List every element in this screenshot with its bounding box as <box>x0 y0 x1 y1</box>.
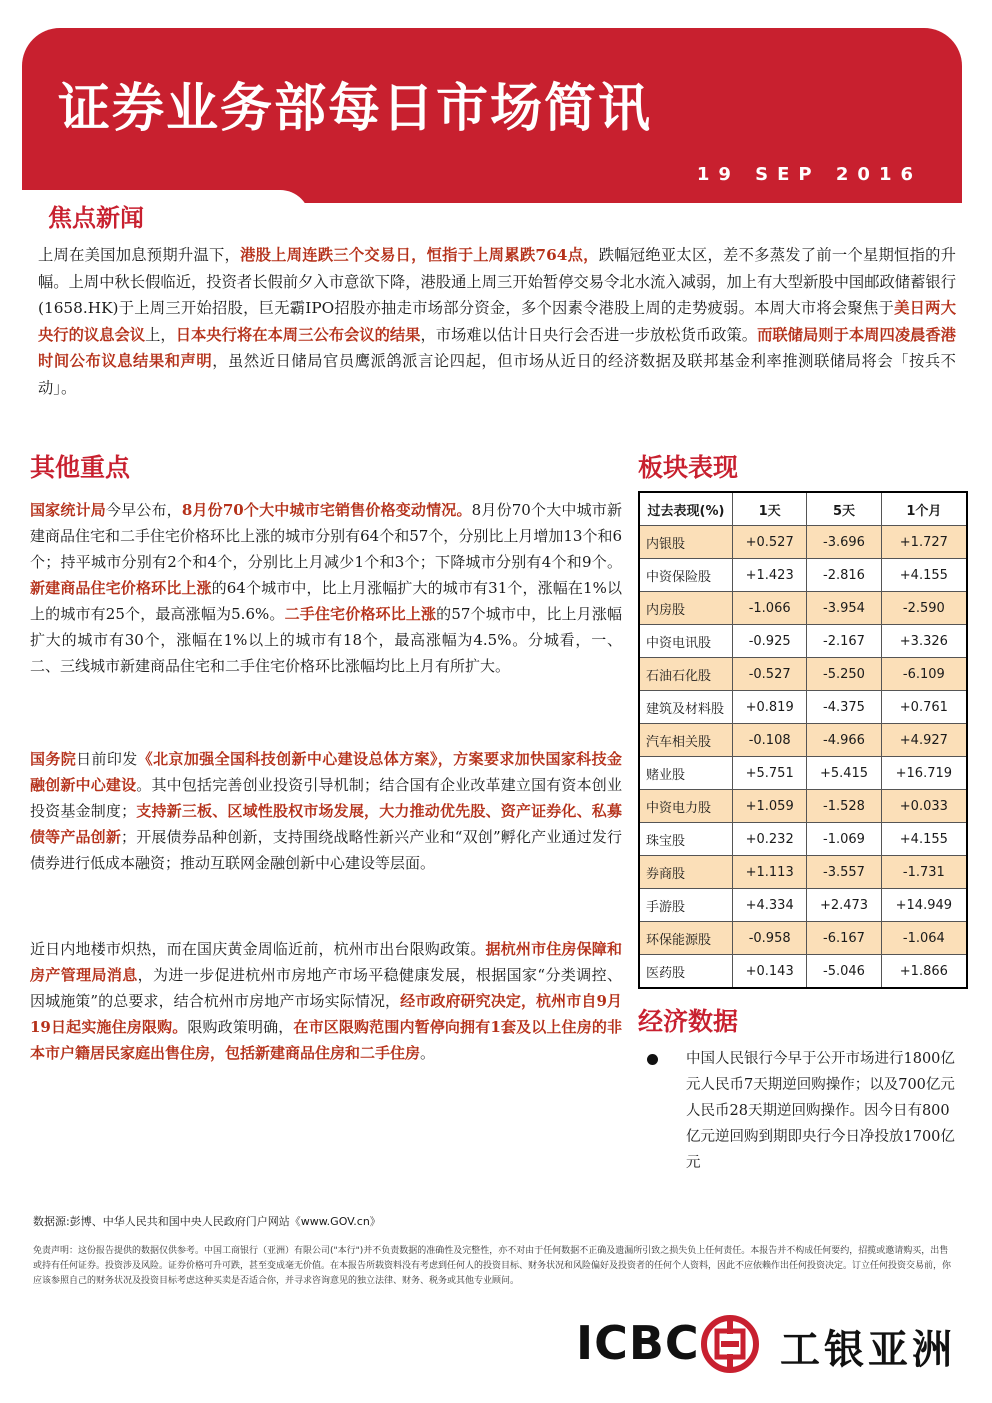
value-cell: +0.033 <box>881 790 967 823</box>
others-title: 其他重点 <box>30 453 131 482</box>
body-text: 的57个城市中，比上月涨幅扩大的城市有30个，涨幅在1%以上的城市有18个，最高涨幅为4.5%。分城看，一、二、三线城市新建商品住宅和二手住宅价格环比涨幅均比上月有所扩大。 <box>30 605 622 675</box>
highlight-text: 新建商品住宅价格环比上涨 <box>30 579 212 597</box>
value-cell: +1.727 <box>881 526 967 559</box>
highlight-text: 而联储局则于本周四凌晨香港时间公布议息结果和声明 <box>38 325 956 370</box>
highlight-text: 经市政府研究决定，杭州市自9月19日起实施住房限购。 <box>30 992 622 1036</box>
value-cell: -1.069 <box>807 823 881 856</box>
body-text: ，虽然近日储局官员鹰派鸽派言论四起，但市场从近日的经济数据及联邦基金利率推测联储局将会「按兵不动」。 <box>38 352 956 397</box>
highlight-text: 日本央行将在本周三公布会议的结果 <box>175 325 421 344</box>
value-cell: +4.155 <box>881 559 967 592</box>
sector-name-cell: 中资电力股 <box>639 790 733 823</box>
value-cell: +3.326 <box>881 625 967 658</box>
table-row <box>639 691 967 724</box>
table-row <box>639 559 967 592</box>
value-cell: +0.761 <box>881 691 967 724</box>
page-title: 证券业务部每日市场简讯 <box>58 79 653 139</box>
sector-header-row <box>639 492 967 526</box>
econ-item: 中国人民银行今早于公开市场进行1800亿元人民币7天期逆回购操作；以及700亿元人民币28天期逆回购操作。因今日有800亿元逆回购到期即央行今日净投放1700亿元 <box>686 1051 955 1171</box>
value-cell: +0.819 <box>733 691 807 724</box>
sector-name-cell: 券商股 <box>639 856 733 889</box>
value-cell: -2.816 <box>807 559 881 592</box>
highlight-text: 国务院 <box>30 750 77 768</box>
value-cell: +1.113 <box>733 856 807 889</box>
focus-tab <box>22 190 310 236</box>
value-cell: -5.250 <box>807 658 881 691</box>
highlight-text: 二手住宅价格环比上涨 <box>284 605 437 623</box>
highlight-text: 在市区限购范围内暂停向拥有1套及以上住房的非本市户籍居民家庭出售住房，包括新建商品住房和二手住房 <box>30 1018 622 1062</box>
others-paragraph-hangzhou <box>30 936 622 1066</box>
body-text: ；开展债券品种创新，支持围绕战略性新兴产业和“双创”孵化产业通过发行债券进行低成本融资；推动互联网金融创新中心建设等层面。 <box>30 828 622 872</box>
value-cell: -2.167 <box>807 625 881 658</box>
table-row <box>639 526 967 559</box>
body-text: ，市场难以估计日央行会否进一步放松货币政策。 <box>420 325 758 344</box>
table-row <box>639 658 967 691</box>
highlight-text: 8月份70个大中城市宅销售价格变动情况。 <box>181 501 472 519</box>
column-header: 过去表现(%) <box>639 492 733 526</box>
others-paragraph-state-council <box>30 746 622 876</box>
logo-text-cn: 工银亚洲 <box>780 1327 956 1373</box>
value-cell: +2.473 <box>807 889 881 922</box>
value-cell: +4.927 <box>881 724 967 757</box>
highlight-text: 支持新三板、区域性股权市场发展，大力推动优先股、资产证券化、私募债等产品创新 <box>30 802 622 846</box>
value-cell: -2.590 <box>881 592 967 625</box>
highlight-text: 国家统计局 <box>30 501 106 519</box>
icbc-emblem-icon <box>700 1314 760 1374</box>
value-cell: -4.375 <box>807 691 881 724</box>
column-header: 5天 <box>807 492 881 526</box>
logo-text-en: ICBC <box>576 1316 700 1370</box>
value-cell: -1.066 <box>733 592 807 625</box>
highlight-text: 港股上周连跌三个交易日，恒指于上周累跌764点， <box>240 246 599 264</box>
value-cell: -3.696 <box>807 526 881 559</box>
body-text: 。 <box>420 1044 436 1062</box>
sector-title: 板块表现 <box>638 453 739 482</box>
sector-name-cell: 内房股 <box>639 592 733 625</box>
value-cell: -0.527 <box>733 658 807 691</box>
value-cell: +5.751 <box>733 757 807 790</box>
data-source: 数据源:彭博、中华人民共和国中央人民政府门户网站《www.GOV.cn》 <box>33 1215 381 1228</box>
header-banner <box>22 28 962 203</box>
value-cell: +0.527 <box>733 526 807 559</box>
others-paragraph-stats <box>30 497 622 679</box>
value-cell: +4.155 <box>881 823 967 856</box>
value-cell: -1.528 <box>807 790 881 823</box>
table-row <box>639 592 967 625</box>
table-row <box>639 955 967 989</box>
body-text: 限购政策明确， <box>187 1018 294 1036</box>
value-cell: +16.719 <box>881 757 967 790</box>
table-row <box>639 856 967 889</box>
sector-name-cell: 环保能源股 <box>639 922 733 955</box>
highlight-text: 美日两大央行的议息会议 <box>38 299 956 344</box>
value-cell: -3.557 <box>807 856 881 889</box>
value-cell: +1.423 <box>733 559 807 592</box>
column-header: 1天 <box>733 492 807 526</box>
value-cell: -0.108 <box>733 724 807 757</box>
sector-table <box>638 491 968 989</box>
value-cell: +0.232 <box>733 823 807 856</box>
icbc-logo <box>576 1312 962 1378</box>
table-row <box>639 922 967 955</box>
value-cell: +5.415 <box>807 757 881 790</box>
disclaimer: 免责声明：这份报告提供的数据仅供参考。中国工商银行（亚洲）有限公司("本行")并不负责数据的准确性及完整性，亦不对由于任何数据不正确及遗漏所引致之损失负上任何责任。本报告并不构成任何要约，招揽或邀请购买，出售或持有任何证券。投资涉及风险。证券价格可升可跌，甚至变成毫无价值。在本报告所载资料没有考虑到任何人的投资目标、财务状况和风险偏好及投资者的任何个人资料，因此不应依赖作出任何投资决定。订立任何投资交易前，你应该参照自己的财务状况及投资目标考虑这种买卖是否适合你，并寻求咨询意见的独立法律、财务、税务或其他专业顾问。 <box>33 1246 952 1286</box>
sector-name-cell: 手游股 <box>639 889 733 922</box>
body-text: 上周在美国加息预期升温下， <box>38 246 241 264</box>
column-header: 1个月 <box>881 492 967 526</box>
sector-name-cell: 石油石化股 <box>639 658 733 691</box>
value-cell: -3.954 <box>807 592 881 625</box>
focus-title: 焦点新闻 <box>48 204 144 232</box>
body-text: 近日内地楼市炽热，而在国庆黄金周临近前，杭州市出台限购政策。 <box>30 940 486 958</box>
table-row <box>639 889 967 922</box>
body-text: 今早公布， <box>105 501 182 519</box>
sector-name-cell: 建筑及材料股 <box>639 691 733 724</box>
value-cell: -4.966 <box>807 724 881 757</box>
focus-body <box>38 242 956 401</box>
table-row <box>639 757 967 790</box>
value-cell: -0.958 <box>733 922 807 955</box>
table-row <box>639 790 967 823</box>
body-text: 上， <box>145 325 176 344</box>
sector-name-cell: 内银股 <box>639 526 733 559</box>
body-text: 的64个城市中，比上月涨幅扩大的城市有31个，涨幅在1%以上的城市有25个，最高涨幅为5.6%。 <box>30 579 622 623</box>
body-text: ，为进一步促进杭州市房地产市场平稳健康发展，根据国家“分类调控、因城施策”的总要求，结合杭州市房地产市场实际情况， <box>30 966 622 1010</box>
sector-name-cell: 中资保险股 <box>639 559 733 592</box>
value-cell: +1.866 <box>881 955 967 989</box>
highlight-text: 《北京加强全国科技创新中心建设总体方案》，方案要求加快国家科技金融创新中心建设 <box>30 750 622 794</box>
body-text: 8月份70个大中城市新建商品住宅和二手住宅价格环比上涨的城市分别有64个和57个，分别比上月增加13个和6个；持平城市分别有2个和4个，分别比上月减少1个和3个；下降城市分别有4个和9个。 <box>30 501 622 571</box>
body-text: 。其中包括完善创业投资引导机制；结合国有企业改革建立国有资本创业投资基金制度； <box>30 776 622 820</box>
value-cell: +1.059 <box>733 790 807 823</box>
value-cell: -5.046 <box>807 955 881 989</box>
econ-title: 经济数据 <box>638 1007 739 1036</box>
value-cell: -1.731 <box>881 856 967 889</box>
value-cell: -6.167 <box>807 922 881 955</box>
sector-name-cell: 珠宝股 <box>639 823 733 856</box>
body-text: 跌幅冠绝亚太区，差不多蒸发了前一个星期恒指的升幅。上周中秋长假临近，投资者长假前夕入市意欲下降，港股通上周三开始暂停交易令北水流入减弱，加上有大型新股中国邮政储蓄银行(1658.HK)于上周三开始招股，巨无霸IPO招股亦抽走市场部分资金，多个因素令港股上周的走势疲弱。本周大市将会聚焦于 <box>38 246 956 317</box>
bullet-icon <box>647 1054 658 1065</box>
value-cell: +14.949 <box>881 889 967 922</box>
table-row <box>639 625 967 658</box>
sector-name-cell: 中资电讯股 <box>639 625 733 658</box>
value-cell: -1.064 <box>881 922 967 955</box>
sector-name-cell: 医药股 <box>639 955 733 989</box>
table-row <box>639 823 967 856</box>
sector-name-cell: 汽车相关股 <box>639 724 733 757</box>
highlight-text: 据杭州市住房保障和房产管理局消息 <box>30 940 622 984</box>
value-cell: +0.143 <box>733 955 807 989</box>
table-row <box>639 724 967 757</box>
value-cell: -6.109 <box>881 658 967 691</box>
sector-name-cell: 赌业股 <box>639 757 733 790</box>
body-text: 日前印发 <box>76 750 138 768</box>
report-date: 19 SEP 2016 <box>696 164 922 185</box>
value-cell: -0.925 <box>733 625 807 658</box>
value-cell: +4.334 <box>733 889 807 922</box>
